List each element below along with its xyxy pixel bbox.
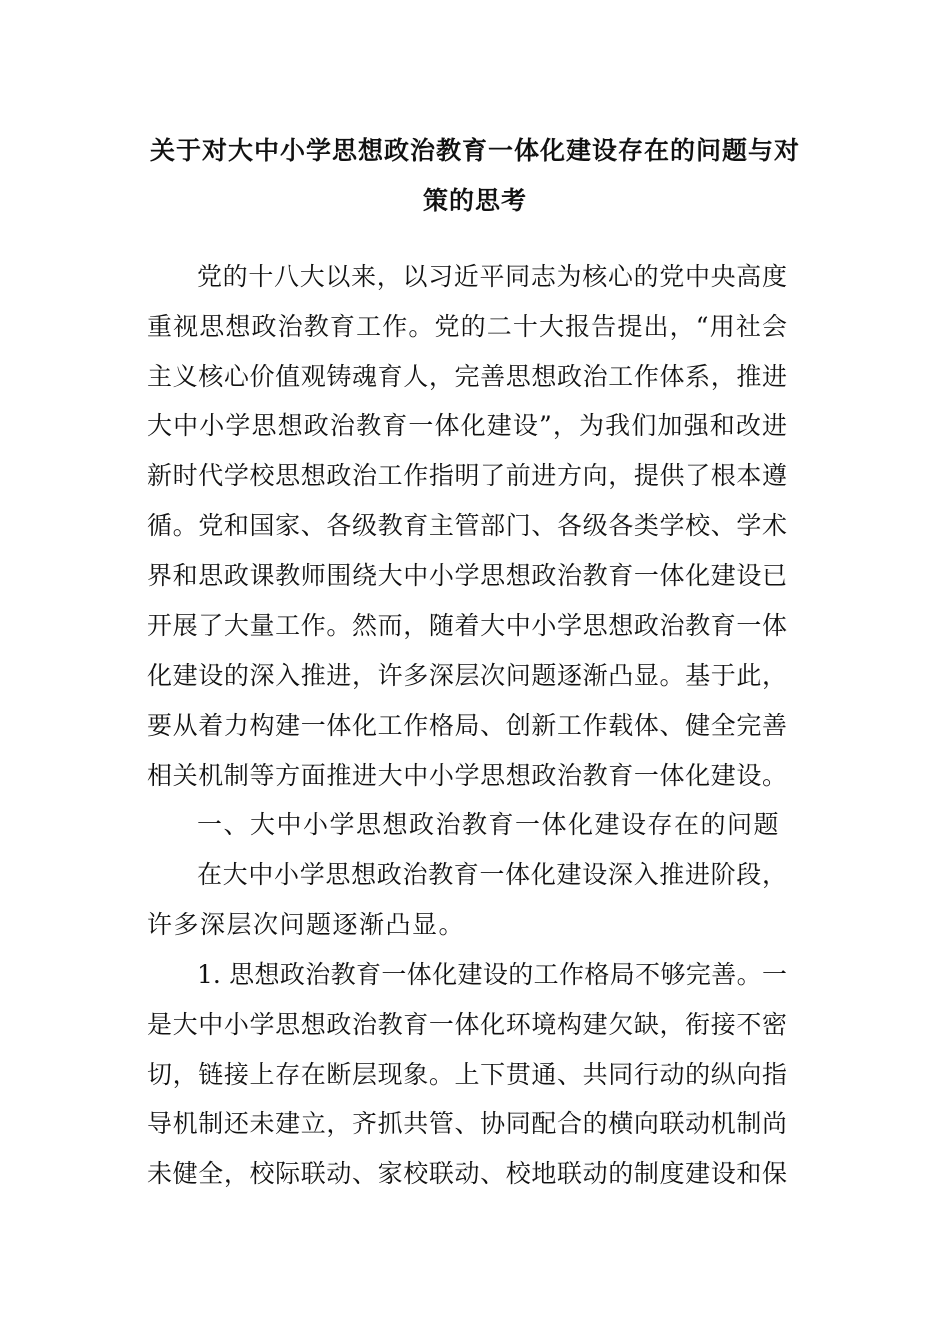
body-line: 在大中小学思想政治教育一体化建设深入推进阶段，	[197, 860, 787, 889]
document-title-line-1: 关于对大中小学思想政治教育一体化建设存在的问题与对	[149, 136, 800, 165]
body-line: 主义核心价值观铸魂育人，完善思想政治工作体系，推进	[147, 362, 787, 391]
body-line: 化建设的深入推进，许多深层次问题逐渐凸显。基于此，	[147, 661, 787, 690]
section-heading: 一、大中小学思想政治教育一体化建设存在的问题	[197, 810, 781, 839]
body-line: 新时代学校思想政治工作指明了前进方向，提供了根本遵	[147, 461, 787, 490]
body-line: 未健全，校际联动、家校联动、校地联动的制度建设和保	[147, 1159, 787, 1188]
body-line: 导机制还未建立，齐抓共管、协同配合的横向联动机制尚	[147, 1109, 787, 1138]
body-line: 相关机制等方面推进大中小学思想政治教育一体化建设。	[147, 761, 787, 790]
body-line: 要从着力构建一体化工作格局、创新工作载体、健全完善	[147, 711, 787, 740]
body-line: 1. 思想政治教育一体化建设的工作格局不够完善。一	[197, 960, 787, 989]
body-line: 界和思政课教师围绕大中小学思想政治教育一体化建设已	[147, 561, 787, 590]
body-line: 许多深层次问题逐渐凸显。	[147, 910, 466, 939]
body-line: 重视思想政治教育工作。党的二十大报告提出，“用社会	[147, 312, 787, 341]
body-line: 开展了大量工作。然而，随着大中小学思想政治教育一体	[147, 611, 787, 640]
body-line: 党的十八大以来，以习近平同志为核心的党中央高度	[197, 262, 787, 291]
body-line: 循。党和国家、各级教育主管部门、各级各类学校、学术	[147, 511, 787, 540]
document-title-line-2: 策的思考	[422, 186, 527, 215]
body-line: 切，链接上存在断层现象。上下贯通、共同行动的纵向指	[147, 1060, 787, 1089]
body-line: 大中小学思想政治教育一体化建设”，为我们加强和改进	[147, 411, 787, 440]
body-line: 是大中小学思想政治教育一体化环境构建欠缺，衔接不密	[147, 1010, 787, 1039]
